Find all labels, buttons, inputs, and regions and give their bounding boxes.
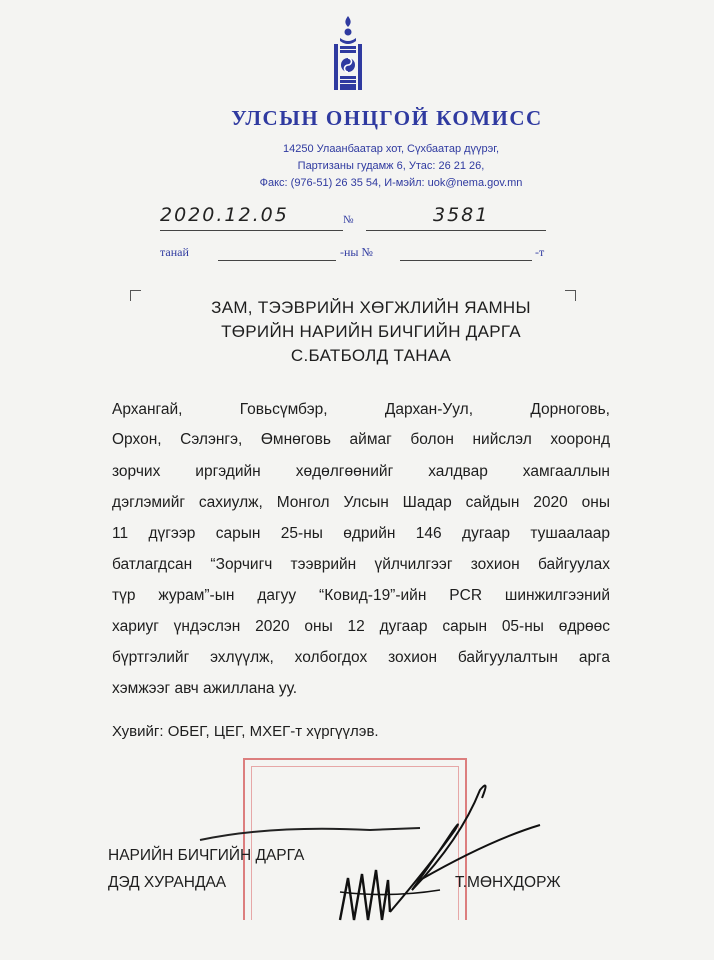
- signer-rank: ДЭД ХУРАНДАА: [108, 874, 227, 891]
- body-line: зорчих иргэдийн хөдөлгөөнийг халдвар хамгааллын: [112, 463, 610, 480]
- handwritten-number: 3581: [433, 204, 490, 226]
- number-underline: [366, 230, 546, 231]
- body-line: хэмжээг авч ажиллана уу.: [112, 680, 298, 697]
- handwritten-signature: [190, 770, 610, 940]
- addressee-line: ТӨРИЙН НАРИЙН БИЧГИЙН ДАРГА: [221, 322, 521, 341]
- body-line: Архангай, Говьсүмбэр, Дархан-Уул, Дорноговь,: [112, 401, 610, 418]
- date-underline: [160, 230, 343, 231]
- body-line: хариуг үндэслэн 2020 оны 12 дугаар сарын 05-ны өдрөөс: [112, 618, 610, 635]
- body-line: түр журам”-ын дагуу “Ковид-19”-ийн PCR шинжилгээний: [112, 587, 610, 604]
- body-line: 11 дүгээр сарын 25-ны өдрийн 146 дугаар тушаалаар: [112, 525, 610, 542]
- addressee-name: С.БАТБОЛД ТАНАА: [290, 346, 452, 365]
- number-label: №: [343, 214, 354, 226]
- your-date-blank: [218, 260, 336, 261]
- body-line: дэглэмийг сахиулж, Монгол Улсын Шадар сайдын 2020 оны: [112, 494, 610, 511]
- address-line: Партизаны гудамж 6, Утас: 26 21 26,: [297, 160, 485, 172]
- body-line: батлагдсан “Зорчигч тээврийн үйлчилгээг зохион байгуулах: [112, 556, 610, 573]
- signer-name: Т.МӨНХДОРЖ: [455, 874, 561, 891]
- your-ref-label: танай: [160, 245, 189, 259]
- body-line: Орхон, Сэлэнгэ, Өмнөговь аймаг болон нийслэл хооронд: [112, 431, 610, 448]
- your-number-blank: [400, 260, 532, 261]
- addressee-line: ЗАМ, ТЭЭВРИЙН ХӨГЖЛИЙН ЯАМНЫ: [211, 298, 531, 317]
- contact-line: Факс: (976-51) 26 35 54, И-мэйл: uok@nema.gov.mn: [259, 177, 523, 189]
- reply-suffix-label: -т: [535, 245, 545, 259]
- signer-title: НАРИЙН БИЧГИЙН ДАРГА: [108, 847, 305, 864]
- address-line: 14250 Улаанбаатар хот, Сүхбаатар дүүрэг,: [283, 143, 499, 155]
- your-number-label: -ны №: [340, 245, 373, 259]
- handwritten-date: 2020.12.05: [160, 204, 289, 226]
- org-name: УЛСЫН ОНЦГОЙ КОМИСС: [231, 106, 543, 130]
- body-line: бүртгэлийг эхлүүлж, холбогдох зохион байгуулалтын арга: [112, 649, 610, 666]
- copies-note: Хувийг: ОБЕГ, ЦЕГ, МХЕГ-т хүргүүлэв.: [112, 723, 379, 740]
- soyombo-emblem-icon: [328, 14, 368, 94]
